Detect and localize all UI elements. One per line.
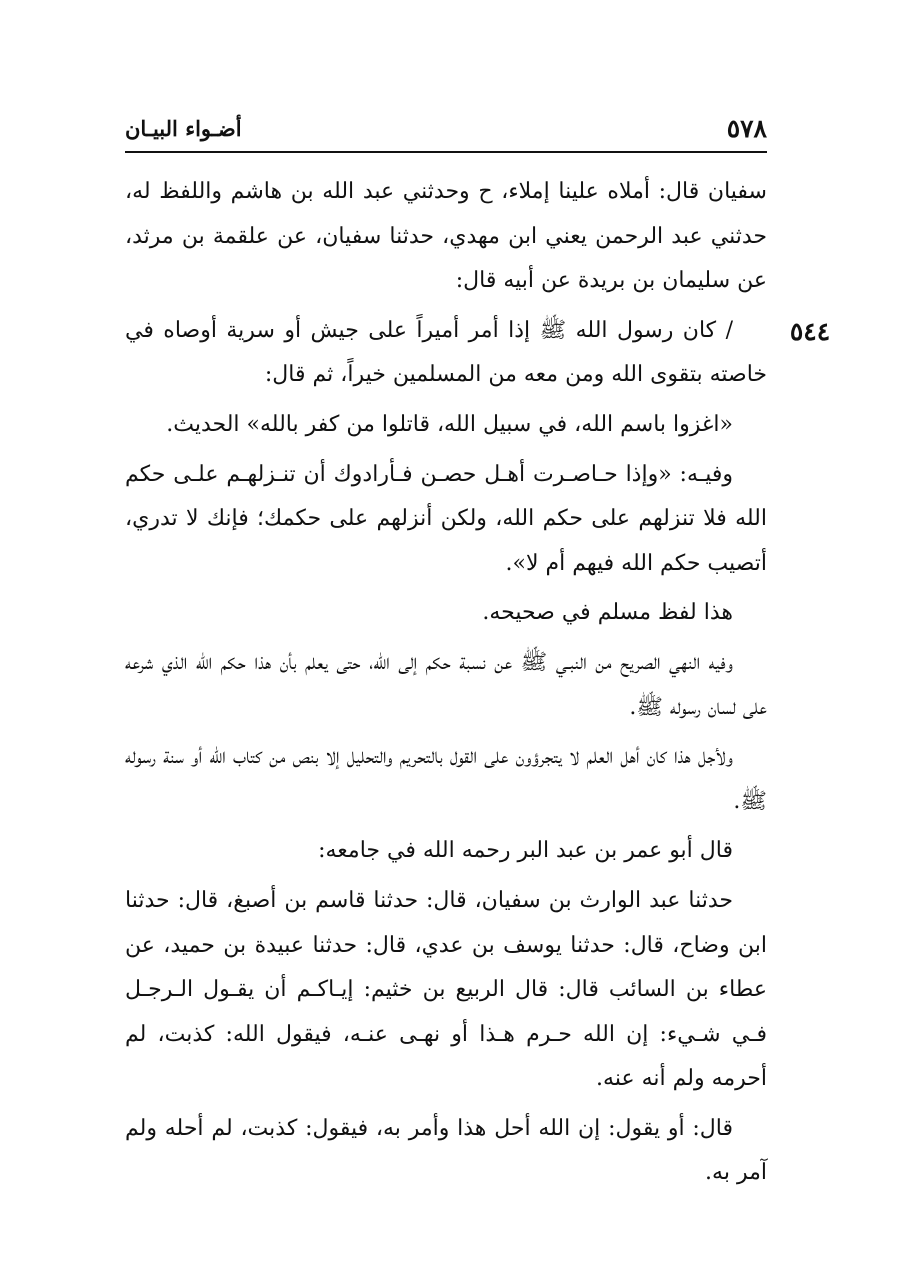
paragraph-10: قال: أو يقول: إن الله أحل هذا وأمر به، فيقول: كذبت، لم أحله ولم آمر به. [125, 1115, 767, 1186]
paragraph-7: ولأجل هذا كان أهل العلم لا يتجرؤون على القول بالتحريم والتحليل إلا بنص من كتاب الله أو سنة رسوله ﷺ. [125, 744, 767, 814]
paragraph-9: حدثنا عبد الوارث بن سفيان، قال: حدثنا قاسم بن أصبغ، قال: حدثنا ابن وضاح، قال: حدثنا يوسف بن عدي، قال: حدثنا عبيدة بن حميد، عن عطاء بن السائب قال: قال الربيع بن خثيم: إيـاكـم أن يقـول الـرجـل فـي شـيء: إن الله حـرم هـذا أو نهـى عنـه، فيقول الله: كذبت، لم أحرمه ولم أنه عنه. [125, 887, 767, 1092]
page-number: ٥٧٨ [726, 114, 767, 143]
paragraph-5: هذا لفظ مسلم في صحيحه. [482, 600, 733, 626]
paragraph-3: «اغزوا باسم الله، في سبيل الله، قاتلوا من كفر بالله» الحديث. [166, 411, 733, 437]
paragraph-1: سفيان قال: أملاه علينا إملاء، ح وحدثني عبد الله بن هاشم واللفظ له، حدثني عبد الرحمن يعني ابن مهدي، حدثنا سفيان، عن علقمة بن مرثد، عن سليمان بن بريدة عن أبيه قال: [125, 179, 767, 294]
paragraph-2: / كان رسول الله ﷺ إذا أمر أميراً على جيش أو سرية أوصاه في خاصته بتقوى الله ومن معه من المسلمين خيراً، ثم قال: [125, 317, 767, 388]
paragraph-4: وفيـه: «وإذا حـاصـرت أهـل حصـن فـأرادوك أن تنـزلهـم علـى حكم الله فلا تنزلهم على حكم الله، ولكن أنزلهم على حكمك؛ فإنك لا تدري، أتصيب حكم الله فيهم أم لا». [125, 461, 767, 576]
margin-page-reference: ٥٤٤ [789, 317, 831, 346]
header-divider [125, 151, 767, 153]
body-text [125, 170, 767, 1201]
book-title: أضـواء البيـان [125, 116, 242, 141]
paragraph-8: قال أبو عمر بن عبد البر رحمه الله في جامعه: [318, 838, 733, 864]
page-header [125, 112, 767, 148]
paragraph-6: وفيه النهي الصريح من النبـي ﷺ عن نسبة حكم إلى الله، حتى يعلم بأن هذا حكم الله الذي شرعه على لسان رسوله ﷺ. [125, 649, 767, 720]
